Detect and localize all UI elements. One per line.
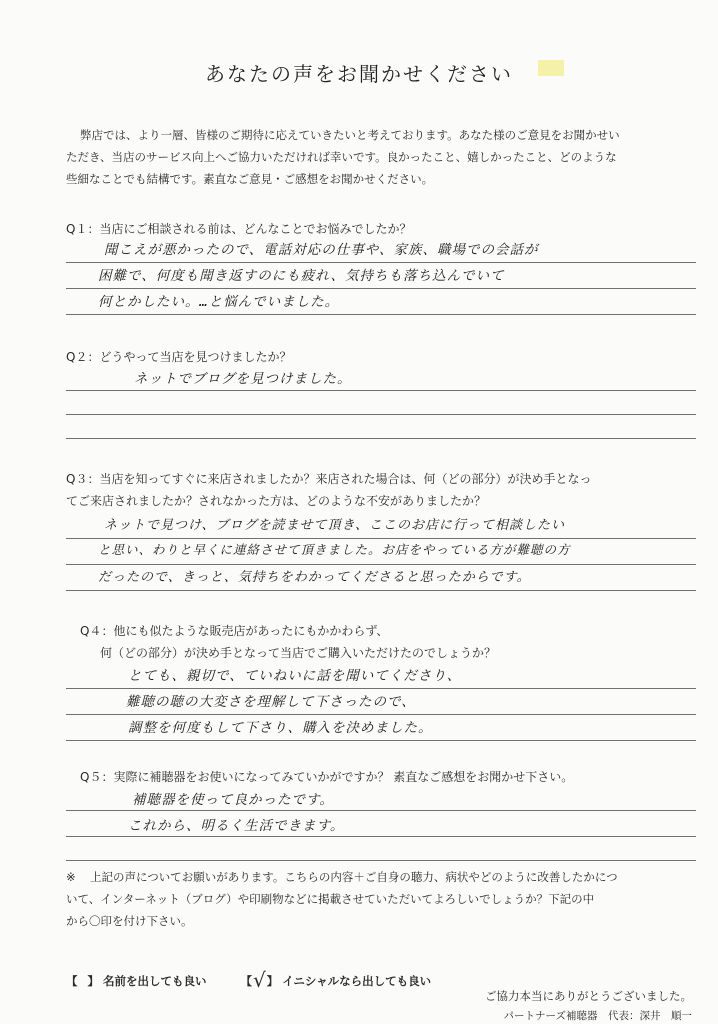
q3-answer-line: だったので、きっと、気持ちをわかってくださると思ったからです。 bbox=[98, 570, 531, 585]
check-mark-icon: √ bbox=[253, 968, 266, 992]
q5-question: Q５：実際に補聴器をお使いになってみていかがですか？ 素直なご感想をお聞かせ下さい。 bbox=[80, 770, 574, 784]
bracket-open: 【 bbox=[66, 974, 78, 988]
q4-question-line: Q４：他にも似たような販売店があったにもかかわらず、 bbox=[80, 624, 389, 638]
thanks-text: ご協力本当にありがとうございました。 bbox=[485, 989, 692, 1003]
q4-answer-line: 難聴の聴の大変さを理解して下さったので、 bbox=[126, 694, 416, 710]
answer-rule bbox=[66, 390, 696, 391]
answer-rule bbox=[66, 538, 696, 539]
q4-answer-line: 調整を何度もして下さり、購入を決めました。 bbox=[128, 720, 433, 736]
consent-note bbox=[66, 866, 696, 932]
q1-answer-line: 困難で、何度も聞き返すのにも疲れ、気持ちも落ち込んでいて bbox=[98, 268, 505, 284]
answer-rule bbox=[66, 438, 696, 439]
answer-rule bbox=[66, 740, 696, 741]
note-mark: ※ bbox=[66, 870, 76, 884]
note-line: いて、インターネット（ブログ）や印刷物などに掲載させていただいてよろしいでしょうか？下記の中 bbox=[66, 892, 595, 906]
q2-question: Q２：どうやって当店を見つけましたか？ bbox=[66, 350, 292, 364]
page-title: あなたの声をお聞かせください bbox=[205, 62, 513, 86]
q1-question: Q１：当店にご相談される前は、どんなことでお悩みでしたか？ bbox=[66, 222, 412, 236]
q4-question-line: 何（どの部分）が決め手となって当店でご購入いただけたのでしょうか？ bbox=[100, 646, 497, 660]
q4-answer-line: とても、親切で、ていねいに話を聞いてくださり、 bbox=[128, 668, 462, 684]
bracket-open: 【 bbox=[240, 974, 253, 988]
intro-line: 弊店では、より一層、皆様のご期待に応えていきたいと考えております。あなた様のご意見をお聞かせい bbox=[80, 128, 620, 142]
q5-answer-line: これから、明るく生活できます。 bbox=[128, 818, 345, 834]
answer-rule bbox=[66, 564, 696, 565]
q3-answer-line: と思い、わりと早くに連絡させて頂きました。お店をやっている方が難聴の方 bbox=[98, 542, 571, 557]
answer-rule bbox=[66, 860, 696, 861]
answer-rule bbox=[66, 590, 696, 591]
q1-answer-line: 聞こえが悪かったので、電話対応の仕事や、家族、職場での会話が bbox=[104, 242, 539, 258]
bracket-close: 】 bbox=[266, 974, 279, 988]
option-label: イニシャルなら出しても良い bbox=[282, 974, 432, 988]
answer-rule bbox=[66, 288, 696, 289]
answer-rule bbox=[66, 414, 696, 415]
option-initials-ok[interactable] bbox=[241, 966, 432, 990]
note-line: 上記の声についてお願いがあります。こちらの内容＋ご自身の聴力、病状やどのように改善したかにつ bbox=[90, 870, 618, 884]
option-label: 名前を出しても良い bbox=[103, 974, 207, 988]
intro-paragraph bbox=[66, 124, 695, 190]
option-name-ok[interactable] bbox=[66, 973, 207, 989]
q3-question-line: Q３：当店を知ってすぐに来店されましたか？来店された場合は、何（どの部分）が決め手となっ bbox=[66, 472, 592, 486]
footer-signature: パートナーズ補聴器 代表：深井 順一 bbox=[503, 1010, 692, 1022]
intro-line: 些細なことでも結構です。素直なご意見・ご感想をお聞かせください。 bbox=[66, 172, 434, 186]
answer-rule bbox=[66, 314, 696, 315]
bracket-close: 】 bbox=[87, 974, 99, 988]
q1-answer-line: 何とかしたい。…と悩んでいました。 bbox=[98, 294, 340, 310]
intro-line: ただき、当店のサービス向上へご協力いただければ幸いです。良かったこと、嬉しかったこと、どのような bbox=[66, 150, 617, 164]
q5-answer-line: 補聴器を使って良かったです。 bbox=[132, 792, 334, 808]
note-line: から〇印を付け下さい。 bbox=[66, 914, 193, 928]
answer-rule bbox=[66, 714, 696, 715]
q2-answer-line: ネットでブログを見つけました。 bbox=[134, 371, 352, 387]
q3-question-line: てご来店されましたか？されなかった方は、どのような不安がありましたか？ bbox=[66, 494, 487, 508]
answer-rule bbox=[66, 262, 696, 263]
answer-rule bbox=[66, 688, 696, 689]
answer-rule bbox=[66, 836, 696, 837]
consent-options bbox=[66, 966, 461, 990]
answer-rule bbox=[66, 810, 696, 811]
q3-answer-line: ネットで見つけ、ブログを読ませて頂き、ここのお店に行って相談したい bbox=[104, 518, 565, 533]
